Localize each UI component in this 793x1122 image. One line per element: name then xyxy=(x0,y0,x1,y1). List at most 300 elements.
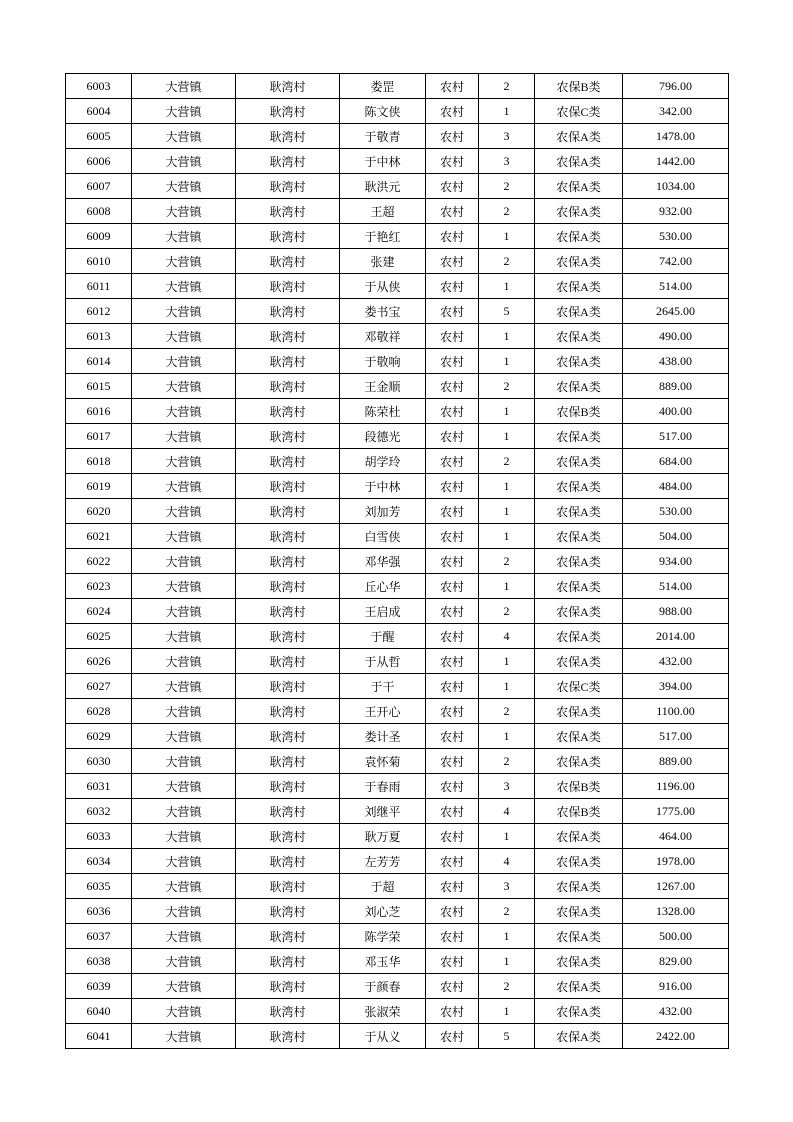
table-cell-amount: 342.00 xyxy=(623,99,729,124)
table-cell-category: 农保A类 xyxy=(535,449,623,474)
table-row xyxy=(66,874,729,899)
table-row xyxy=(66,749,729,774)
table-cell-id: 6026 xyxy=(66,649,132,674)
table-cell-category: 农保A类 xyxy=(535,924,623,949)
table-cell-count: 2 xyxy=(479,74,535,99)
table-cell-type: 农村 xyxy=(426,949,479,974)
table-row xyxy=(66,374,729,399)
table-cell-town: 大营镇 xyxy=(132,849,236,874)
table-cell-name: 于中林 xyxy=(340,474,426,499)
table-cell-name: 丘心华 xyxy=(340,574,426,599)
table-cell-village: 耿湾村 xyxy=(236,799,340,824)
table-cell-type: 农村 xyxy=(426,199,479,224)
table-cell-count: 2 xyxy=(479,549,535,574)
table-cell-type: 农村 xyxy=(426,799,479,824)
table-cell-category: 农保A类 xyxy=(535,724,623,749)
table-cell-name: 于敬响 xyxy=(340,349,426,374)
table-row xyxy=(66,1024,729,1049)
table-cell-amount: 1442.00 xyxy=(623,149,729,174)
table-cell-count: 2 xyxy=(479,599,535,624)
table-cell-id: 6012 xyxy=(66,299,132,324)
table-cell-type: 农村 xyxy=(426,299,479,324)
table-cell-name: 张淑荣 xyxy=(340,999,426,1024)
table-cell-count: 1 xyxy=(479,649,535,674)
table-row xyxy=(66,74,729,99)
table-cell-village: 耿湾村 xyxy=(236,249,340,274)
table-cell-name: 于从义 xyxy=(340,1024,426,1049)
table-cell-town: 大营镇 xyxy=(132,149,236,174)
table-cell-name: 邓玉华 xyxy=(340,949,426,974)
table-cell-type: 农村 xyxy=(426,824,479,849)
table-cell-town: 大营镇 xyxy=(132,949,236,974)
table-cell-amount: 1267.00 xyxy=(623,874,729,899)
table-cell-count: 3 xyxy=(479,124,535,149)
table-cell-name: 段德光 xyxy=(340,424,426,449)
table-cell-amount: 517.00 xyxy=(623,424,729,449)
table-cell-town: 大营镇 xyxy=(132,624,236,649)
table-row xyxy=(66,974,729,999)
table-cell-name: 于超 xyxy=(340,874,426,899)
table-cell-type: 农村 xyxy=(426,624,479,649)
table-cell-amount: 889.00 xyxy=(623,749,729,774)
table-row xyxy=(66,999,729,1024)
table-cell-id: 6039 xyxy=(66,974,132,999)
table-cell-village: 耿湾村 xyxy=(236,424,340,449)
table-row xyxy=(66,499,729,524)
table-cell-category: 农保A类 xyxy=(535,999,623,1024)
table-cell-village: 耿湾村 xyxy=(236,974,340,999)
table-cell-amount: 517.00 xyxy=(623,724,729,749)
table-cell-town: 大营镇 xyxy=(132,874,236,899)
table-cell-id: 6014 xyxy=(66,349,132,374)
table-row xyxy=(66,324,729,349)
table-cell-village: 耿湾村 xyxy=(236,174,340,199)
table-row xyxy=(66,349,729,374)
table-cell-town: 大营镇 xyxy=(132,774,236,799)
table-cell-town: 大营镇 xyxy=(132,674,236,699)
table-cell-amount: 1034.00 xyxy=(623,174,729,199)
table-cell-name: 耿万夏 xyxy=(340,824,426,849)
table-cell-village: 耿湾村 xyxy=(236,699,340,724)
table-cell-village: 耿湾村 xyxy=(236,474,340,499)
table-cell-count: 3 xyxy=(479,874,535,899)
table-cell-town: 大营镇 xyxy=(132,974,236,999)
table-cell-amount: 2422.00 xyxy=(623,1024,729,1049)
table-cell-id: 6005 xyxy=(66,124,132,149)
table-cell-id: 6020 xyxy=(66,499,132,524)
table-row xyxy=(66,174,729,199)
table-cell-count: 2 xyxy=(479,974,535,999)
table-row xyxy=(66,599,729,624)
table-cell-name: 于干 xyxy=(340,674,426,699)
table-container xyxy=(65,73,728,1049)
table-cell-count: 3 xyxy=(479,149,535,174)
table-cell-category: 农保A类 xyxy=(535,749,623,774)
table-cell-count: 3 xyxy=(479,774,535,799)
table-cell-count: 1 xyxy=(479,474,535,499)
records-table xyxy=(65,73,729,1049)
table-row xyxy=(66,824,729,849)
table-cell-amount: 432.00 xyxy=(623,999,729,1024)
table-cell-amount: 889.00 xyxy=(623,374,729,399)
table-cell-amount: 829.00 xyxy=(623,949,729,974)
table-cell-category: 农保A类 xyxy=(535,299,623,324)
table-cell-count: 2 xyxy=(479,199,535,224)
table-cell-village: 耿湾村 xyxy=(236,449,340,474)
table-cell-name: 刘加芳 xyxy=(340,499,426,524)
table-cell-type: 农村 xyxy=(426,399,479,424)
table-cell-town: 大营镇 xyxy=(132,749,236,774)
table-cell-amount: 432.00 xyxy=(623,649,729,674)
table-cell-name: 胡学玲 xyxy=(340,449,426,474)
table-cell-village: 耿湾村 xyxy=(236,724,340,749)
table-cell-town: 大营镇 xyxy=(132,449,236,474)
table-cell-id: 6040 xyxy=(66,999,132,1024)
table-cell-village: 耿湾村 xyxy=(236,899,340,924)
table-cell-town: 大营镇 xyxy=(132,199,236,224)
table-cell-town: 大营镇 xyxy=(132,174,236,199)
table-cell-id: 6035 xyxy=(66,874,132,899)
table-cell-amount: 2645.00 xyxy=(623,299,729,324)
table-cell-category: 农保A类 xyxy=(535,349,623,374)
table-cell-category: 农保A类 xyxy=(535,374,623,399)
table-cell-village: 耿湾村 xyxy=(236,624,340,649)
table-cell-id: 6010 xyxy=(66,249,132,274)
table-cell-name: 陈文侠 xyxy=(340,99,426,124)
table-cell-village: 耿湾村 xyxy=(236,74,340,99)
table-cell-village: 耿湾村 xyxy=(236,524,340,549)
table-cell-amount: 742.00 xyxy=(623,249,729,274)
table-row xyxy=(66,799,729,824)
table-cell-amount: 988.00 xyxy=(623,599,729,624)
table-cell-id: 6025 xyxy=(66,624,132,649)
table-cell-name: 于从侠 xyxy=(340,274,426,299)
table-cell-village: 耿湾村 xyxy=(236,349,340,374)
table-cell-village: 耿湾村 xyxy=(236,499,340,524)
table-cell-category: 农保A类 xyxy=(535,574,623,599)
table-cell-name: 娄书宝 xyxy=(340,299,426,324)
table-row xyxy=(66,649,729,674)
table-cell-type: 农村 xyxy=(426,449,479,474)
table-cell-id: 6030 xyxy=(66,749,132,774)
table-cell-town: 大营镇 xyxy=(132,524,236,549)
table-cell-category: 农保A类 xyxy=(535,474,623,499)
table-cell-type: 农村 xyxy=(426,549,479,574)
table-cell-id: 6024 xyxy=(66,599,132,624)
table-cell-id: 6028 xyxy=(66,699,132,724)
table-cell-type: 农村 xyxy=(426,724,479,749)
table-cell-id: 6034 xyxy=(66,849,132,874)
table-cell-category: 农保A类 xyxy=(535,599,623,624)
table-cell-village: 耿湾村 xyxy=(236,274,340,299)
table-row xyxy=(66,199,729,224)
table-cell-village: 耿湾村 xyxy=(236,999,340,1024)
table-cell-type: 农村 xyxy=(426,599,479,624)
table-cell-category: 农保A类 xyxy=(535,249,623,274)
table-cell-amount: 530.00 xyxy=(623,499,729,524)
table-cell-category: 农保A类 xyxy=(535,1024,623,1049)
table-cell-town: 大营镇 xyxy=(132,724,236,749)
table-cell-type: 农村 xyxy=(426,374,479,399)
table-cell-amount: 500.00 xyxy=(623,924,729,949)
table-cell-town: 大营镇 xyxy=(132,349,236,374)
table-cell-count: 1 xyxy=(479,999,535,1024)
table-cell-category: 农保B类 xyxy=(535,74,623,99)
table-cell-type: 农村 xyxy=(426,874,479,899)
table-cell-town: 大营镇 xyxy=(132,399,236,424)
table-cell-village: 耿湾村 xyxy=(236,299,340,324)
table-cell-type: 农村 xyxy=(426,849,479,874)
table-cell-category: 农保C类 xyxy=(535,674,623,699)
table-cell-count: 5 xyxy=(479,299,535,324)
table-cell-category: 农保A类 xyxy=(535,224,623,249)
table-row xyxy=(66,474,729,499)
table-cell-category: 农保A类 xyxy=(535,549,623,574)
table-cell-id: 6023 xyxy=(66,574,132,599)
table-cell-name: 袁怀菊 xyxy=(340,749,426,774)
table-cell-type: 农村 xyxy=(426,974,479,999)
table-cell-name: 刘心芝 xyxy=(340,899,426,924)
table-cell-village: 耿湾村 xyxy=(236,1024,340,1049)
table-cell-village: 耿湾村 xyxy=(236,399,340,424)
table-cell-type: 农村 xyxy=(426,999,479,1024)
table-cell-id: 6038 xyxy=(66,949,132,974)
table-row xyxy=(66,424,729,449)
table-cell-count: 1 xyxy=(479,99,535,124)
table-cell-category: 农保A类 xyxy=(535,199,623,224)
table-cell-count: 1 xyxy=(479,224,535,249)
table-cell-name: 邓敬祥 xyxy=(340,324,426,349)
table-cell-amount: 934.00 xyxy=(623,549,729,574)
table-cell-id: 6009 xyxy=(66,224,132,249)
table-cell-count: 1 xyxy=(479,924,535,949)
table-row xyxy=(66,574,729,599)
table-cell-name: 于从哲 xyxy=(340,649,426,674)
table-cell-name: 刘继平 xyxy=(340,799,426,824)
table-cell-type: 农村 xyxy=(426,174,479,199)
table-row xyxy=(66,224,729,249)
table-cell-town: 大营镇 xyxy=(132,649,236,674)
table-cell-town: 大营镇 xyxy=(132,499,236,524)
table-row xyxy=(66,899,729,924)
table-cell-town: 大营镇 xyxy=(132,799,236,824)
table-cell-id: 6004 xyxy=(66,99,132,124)
table-cell-name: 于敬青 xyxy=(340,124,426,149)
table-cell-count: 1 xyxy=(479,499,535,524)
table-cell-category: 农保A类 xyxy=(535,149,623,174)
table-cell-village: 耿湾村 xyxy=(236,824,340,849)
table-cell-town: 大营镇 xyxy=(132,424,236,449)
table-cell-amount: 2014.00 xyxy=(623,624,729,649)
table-row xyxy=(66,449,729,474)
table-cell-count: 1 xyxy=(479,399,535,424)
table-cell-name: 于醒 xyxy=(340,624,426,649)
table-cell-name: 左芳芳 xyxy=(340,849,426,874)
table-cell-category: 农保C类 xyxy=(535,99,623,124)
table-cell-amount: 684.00 xyxy=(623,449,729,474)
table-cell-count: 1 xyxy=(479,349,535,374)
table-cell-category: 农保A类 xyxy=(535,274,623,299)
table-cell-type: 农村 xyxy=(426,499,479,524)
table-cell-count: 4 xyxy=(479,849,535,874)
table-cell-type: 农村 xyxy=(426,324,479,349)
table-row xyxy=(66,99,729,124)
table-cell-type: 农村 xyxy=(426,224,479,249)
table-cell-category: 农保A类 xyxy=(535,424,623,449)
table-cell-type: 农村 xyxy=(426,1024,479,1049)
table-cell-category: 农保A类 xyxy=(535,499,623,524)
table-cell-count: 2 xyxy=(479,249,535,274)
table-row xyxy=(66,299,729,324)
table-cell-town: 大营镇 xyxy=(132,899,236,924)
table-cell-town: 大营镇 xyxy=(132,299,236,324)
table-cell-name: 张建 xyxy=(340,249,426,274)
table-cell-amount: 464.00 xyxy=(623,824,729,849)
table-cell-count: 1 xyxy=(479,274,535,299)
table-cell-id: 6036 xyxy=(66,899,132,924)
table-cell-town: 大营镇 xyxy=(132,699,236,724)
table-cell-type: 农村 xyxy=(426,774,479,799)
table-cell-type: 农村 xyxy=(426,124,479,149)
table-cell-town: 大营镇 xyxy=(132,549,236,574)
table-row xyxy=(66,624,729,649)
table-cell-amount: 438.00 xyxy=(623,349,729,374)
table-cell-count: 1 xyxy=(479,574,535,599)
table-cell-count: 4 xyxy=(479,799,535,824)
table-row xyxy=(66,924,729,949)
table-cell-type: 农村 xyxy=(426,74,479,99)
table-cell-category: 农保A类 xyxy=(535,624,623,649)
table-cell-id: 6013 xyxy=(66,324,132,349)
table-cell-name: 王超 xyxy=(340,199,426,224)
table-cell-type: 农村 xyxy=(426,674,479,699)
table-cell-category: 农保B类 xyxy=(535,799,623,824)
table-cell-count: 1 xyxy=(479,424,535,449)
table-cell-category: 农保B类 xyxy=(535,399,623,424)
table-cell-village: 耿湾村 xyxy=(236,599,340,624)
table-cell-id: 6041 xyxy=(66,1024,132,1049)
table-cell-category: 农保A类 xyxy=(535,324,623,349)
table-cell-town: 大营镇 xyxy=(132,249,236,274)
table-cell-name: 王金顺 xyxy=(340,374,426,399)
table-cell-category: 农保B类 xyxy=(535,774,623,799)
table-cell-id: 6029 xyxy=(66,724,132,749)
table-row xyxy=(66,124,729,149)
table-cell-count: 2 xyxy=(479,449,535,474)
table-cell-town: 大营镇 xyxy=(132,324,236,349)
table-cell-category: 农保A类 xyxy=(535,174,623,199)
table-cell-village: 耿湾村 xyxy=(236,574,340,599)
table-cell-id: 6022 xyxy=(66,549,132,574)
table-cell-category: 农保A类 xyxy=(535,949,623,974)
table-cell-category: 农保A类 xyxy=(535,874,623,899)
table-row xyxy=(66,274,729,299)
table-cell-count: 1 xyxy=(479,524,535,549)
table-cell-name: 陈学荣 xyxy=(340,924,426,949)
table-cell-amount: 932.00 xyxy=(623,199,729,224)
table-cell-id: 6021 xyxy=(66,524,132,549)
table-cell-category: 农保A类 xyxy=(535,974,623,999)
table-cell-amount: 1100.00 xyxy=(623,699,729,724)
table-cell-amount: 514.00 xyxy=(623,274,729,299)
table-cell-type: 农村 xyxy=(426,574,479,599)
table-row xyxy=(66,849,729,874)
table-cell-category: 农保A类 xyxy=(535,824,623,849)
table-cell-village: 耿湾村 xyxy=(236,324,340,349)
table-cell-name: 王启成 xyxy=(340,599,426,624)
table-row xyxy=(66,549,729,574)
table-cell-category: 农保A类 xyxy=(535,524,623,549)
table-cell-id: 6015 xyxy=(66,374,132,399)
table-cell-name: 耿洪元 xyxy=(340,174,426,199)
table-cell-village: 耿湾村 xyxy=(236,849,340,874)
table-cell-town: 大营镇 xyxy=(132,74,236,99)
table-cell-category: 农保A类 xyxy=(535,699,623,724)
table-cell-type: 农村 xyxy=(426,274,479,299)
table-cell-village: 耿湾村 xyxy=(236,649,340,674)
table-cell-village: 耿湾村 xyxy=(236,374,340,399)
table-cell-village: 耿湾村 xyxy=(236,774,340,799)
table-cell-category: 农保A类 xyxy=(535,649,623,674)
table-cell-name: 于颜春 xyxy=(340,974,426,999)
table-cell-id: 6037 xyxy=(66,924,132,949)
table-cell-town: 大营镇 xyxy=(132,999,236,1024)
table-cell-id: 6027 xyxy=(66,674,132,699)
table-cell-count: 1 xyxy=(479,324,535,349)
table-cell-count: 4 xyxy=(479,624,535,649)
table-cell-type: 农村 xyxy=(426,649,479,674)
table-cell-amount: 796.00 xyxy=(623,74,729,99)
table-cell-count: 2 xyxy=(479,374,535,399)
table-cell-name: 陈荣杜 xyxy=(340,399,426,424)
table-cell-count: 1 xyxy=(479,674,535,699)
table-row xyxy=(66,699,729,724)
table-cell-type: 农村 xyxy=(426,924,479,949)
table-row xyxy=(66,149,729,174)
table-cell-category: 农保A类 xyxy=(535,899,623,924)
table-row xyxy=(66,249,729,274)
table-body xyxy=(66,74,729,1049)
table-cell-id: 6003 xyxy=(66,74,132,99)
table-cell-id: 6008 xyxy=(66,199,132,224)
table-cell-amount: 1478.00 xyxy=(623,124,729,149)
table-cell-town: 大营镇 xyxy=(132,374,236,399)
table-row xyxy=(66,524,729,549)
table-cell-category: 农保A类 xyxy=(535,124,623,149)
table-cell-id: 6033 xyxy=(66,824,132,849)
table-cell-amount: 394.00 xyxy=(623,674,729,699)
table-cell-amount: 1775.00 xyxy=(623,799,729,824)
table-cell-type: 农村 xyxy=(426,99,479,124)
table-cell-amount: 1196.00 xyxy=(623,774,729,799)
table-cell-id: 6032 xyxy=(66,799,132,824)
table-cell-town: 大营镇 xyxy=(132,474,236,499)
table-cell-amount: 530.00 xyxy=(623,224,729,249)
table-row xyxy=(66,949,729,974)
table-cell-count: 1 xyxy=(479,824,535,849)
table-cell-count: 2 xyxy=(479,699,535,724)
table-cell-name: 于中林 xyxy=(340,149,426,174)
table-cell-id: 6019 xyxy=(66,474,132,499)
table-cell-town: 大营镇 xyxy=(132,124,236,149)
table-cell-town: 大营镇 xyxy=(132,824,236,849)
table-cell-type: 农村 xyxy=(426,699,479,724)
table-cell-village: 耿湾村 xyxy=(236,924,340,949)
table-cell-village: 耿湾村 xyxy=(236,149,340,174)
table-cell-name: 于春雨 xyxy=(340,774,426,799)
table-cell-category: 农保A类 xyxy=(535,849,623,874)
table-cell-amount: 916.00 xyxy=(623,974,729,999)
